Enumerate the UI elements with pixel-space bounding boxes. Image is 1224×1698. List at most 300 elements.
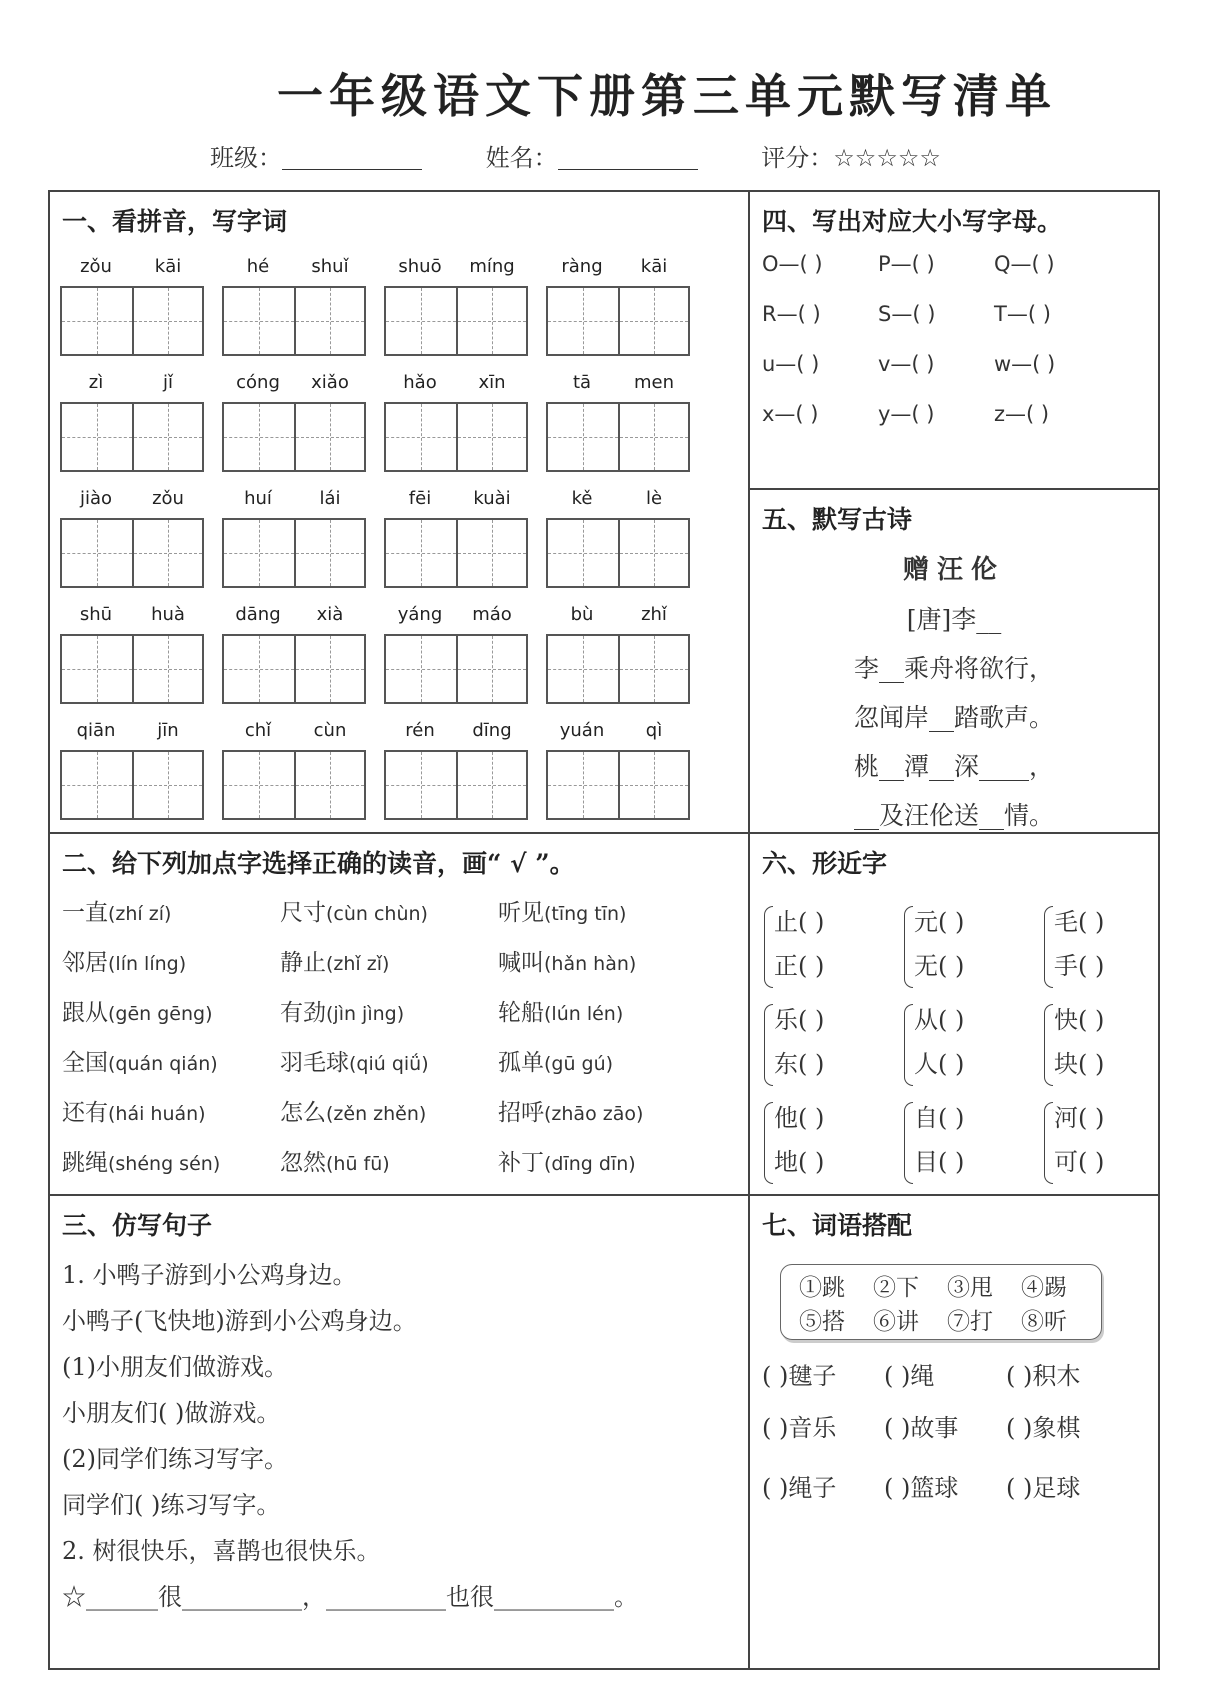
word: 孤单: [498, 1050, 544, 1076]
char-item[interactable]: 东( ): [774, 1050, 825, 1078]
char-pair: [1042, 1096, 1182, 1194]
poem-title: 赠汪伦: [902, 555, 1005, 585]
match-item[interactable]: ( )篮球: [884, 1474, 959, 1502]
letter-item[interactable]: S—( ): [878, 302, 936, 326]
bank-word: ⑦打: [947, 1309, 993, 1335]
writing-square[interactable]: [386, 520, 456, 586]
writing-square[interactable]: [386, 636, 456, 702]
writing-square[interactable]: [618, 752, 688, 818]
char-item[interactable]: 地( ): [774, 1148, 825, 1176]
pinyin-word-box: [546, 256, 690, 356]
pinyin-word-box: [222, 604, 366, 704]
pinyin-word-box: [384, 604, 528, 704]
tian-grid: [60, 634, 204, 704]
tian-grid: [546, 634, 690, 704]
pinyin-syllable: bù: [570, 604, 594, 625]
pinyin-word-box: [222, 372, 366, 472]
pronunciation-item[interactable]: [498, 894, 716, 944]
pinyin-row: [546, 372, 690, 402]
writing-square[interactable]: [456, 404, 526, 470]
word: 一直: [62, 900, 108, 926]
writing-square[interactable]: [618, 520, 688, 586]
writing-square[interactable]: [224, 752, 294, 818]
pinyin-options[interactable]: (jìn jìng): [326, 1003, 405, 1025]
char-item[interactable]: 块( ): [1054, 1050, 1105, 1078]
pronunciation-item[interactable]: [280, 1094, 498, 1144]
tian-grid: [60, 402, 204, 472]
pronunciation-item[interactable]: [280, 894, 498, 944]
sentence-line[interactable]: 小朋友们( )做游戏。: [62, 1399, 281, 1427]
letter-item[interactable]: R—( ): [762, 302, 821, 326]
char-pair: [762, 998, 902, 1096]
pinyin-syllable: xīn: [478, 372, 506, 393]
score-field: [761, 138, 941, 173]
word: 邻居: [62, 950, 108, 976]
pinyin-syllable: huà: [151, 604, 185, 625]
pinyin-row: [222, 720, 366, 750]
section-poem: [750, 490, 1158, 834]
section-pronunciation: [50, 834, 750, 1196]
match-item[interactable]: ( )积木: [1006, 1362, 1081, 1390]
match-item[interactable]: ( )毽子: [762, 1362, 837, 1390]
pronunciation-list: [62, 894, 716, 1194]
tian-grid: [546, 286, 690, 356]
word: 羽毛球: [280, 1050, 349, 1076]
tian-grid: [60, 286, 204, 356]
char-item[interactable]: 河( ): [1054, 1104, 1105, 1132]
char-pair: [762, 1096, 902, 1194]
class-blank[interactable]: [282, 147, 422, 170]
char-item[interactable]: 元( ): [914, 908, 965, 936]
pronunciation-item[interactable]: [62, 1094, 280, 1144]
pinyin-row: [60, 256, 204, 286]
pinyin-syllable: jiào: [79, 488, 113, 509]
pinyin-row: [60, 372, 204, 402]
pinyin-syllable: lè: [645, 488, 663, 509]
pinyin-syllable: zǒu: [152, 488, 184, 509]
char-pair: [1042, 998, 1182, 1096]
tian-grid: [384, 286, 528, 356]
pronunciation-row: [62, 1144, 716, 1194]
char-item[interactable]: 无( ): [914, 952, 965, 980]
pinyin-syllable: dīng: [472, 720, 512, 741]
pinyin-row: [222, 488, 366, 518]
pinyin-syllable: xià: [316, 604, 344, 625]
writing-square[interactable]: [132, 520, 202, 586]
pinyin-syllable: kuài: [473, 488, 511, 509]
match-item[interactable]: ( )绳: [884, 1362, 935, 1390]
char-item[interactable]: 快( ): [1054, 1006, 1105, 1034]
pronunciation-row: [62, 1044, 716, 1094]
letter-item[interactable]: w—( ): [994, 352, 1056, 376]
sentence-line: 小鸭子(飞快地)游到小公鸡身边。: [62, 1307, 417, 1335]
pinyin-word-box: [546, 488, 690, 588]
char-pair: [902, 1096, 1042, 1194]
score-stars: ☆☆☆☆☆: [833, 144, 941, 172]
writing-square[interactable]: [386, 288, 456, 354]
pinyin-syllable: zì: [88, 372, 104, 393]
pinyin-row: [60, 488, 204, 518]
char-pair: [902, 998, 1042, 1096]
writing-square[interactable]: [224, 288, 294, 354]
pronunciation-item[interactable]: [62, 894, 280, 944]
letter-item[interactable]: T—( ): [994, 302, 1051, 326]
pronunciation-item[interactable]: [280, 944, 498, 994]
pinyin-syllable: ràng: [561, 256, 603, 277]
pinyin-syllable: yáng: [397, 604, 443, 625]
pronunciation-item[interactable]: [498, 1094, 716, 1144]
letter-item[interactable]: z—( ): [994, 402, 1050, 426]
sentence-line[interactable]: ☆______很__________，__________也很__________。: [62, 1583, 638, 1611]
writing-square[interactable]: [386, 752, 456, 818]
bank-word: ⑤搭: [799, 1309, 845, 1335]
pronunciation-item[interactable]: [498, 994, 716, 1044]
letters-list: [762, 252, 1110, 452]
similar-chars-list: [762, 900, 1182, 1194]
bank-word: ⑥讲: [873, 1309, 919, 1335]
pronunciation-item[interactable]: [280, 1044, 498, 1094]
pinyin-row: [384, 372, 528, 402]
writing-square[interactable]: [62, 752, 132, 818]
writing-square[interactable]: [294, 520, 364, 586]
name-label: 姓名：: [485, 144, 558, 172]
pinyin-options[interactable]: (gū gú): [544, 1053, 614, 1075]
tian-grid: [546, 750, 690, 820]
pinyin-syllable: kāi: [640, 256, 668, 277]
letter-item[interactable]: Q—( ): [994, 252, 1055, 276]
word: 补丁: [498, 1150, 544, 1176]
pinyin-syllable: tā: [572, 372, 592, 393]
class-label: 班级：: [210, 144, 282, 172]
match-list: [762, 1356, 1128, 1520]
bank-word: ⑧听: [1021, 1309, 1067, 1335]
match-item[interactable]: ( )绳子: [762, 1474, 837, 1502]
pronunciation-item[interactable]: [498, 944, 716, 994]
word-bank: [780, 1264, 1102, 1340]
char-pair: [902, 900, 1042, 998]
pinyin-options[interactable]: (hái huán): [108, 1103, 206, 1125]
writing-square[interactable]: [456, 636, 526, 702]
pinyin-options[interactable]: (zhāo zāo): [544, 1103, 644, 1125]
tian-grid: [222, 518, 366, 588]
worksheet-frame: [48, 190, 1160, 1670]
char-item[interactable]: 毛( ): [1054, 908, 1105, 936]
pinyin-syllable: míng: [469, 256, 515, 277]
pinyin-syllable: shū: [79, 604, 113, 625]
char-item[interactable]: 目( ): [914, 1148, 965, 1176]
pinyin-row: [384, 720, 528, 750]
tian-grid: [222, 634, 366, 704]
pinyin-syllable: kě: [571, 488, 593, 509]
sentence-line[interactable]: 同学们( )练习写字。: [62, 1491, 281, 1519]
pinyin-syllable: yuán: [559, 720, 605, 741]
similar-chars-group: [762, 1096, 1182, 1194]
pronunciation-row: [62, 1094, 716, 1144]
char-item[interactable]: 止( ): [774, 908, 825, 936]
pinyin-syllable: dāng: [235, 604, 281, 625]
poem-line: 李__乘舟将欲行，: [853, 654, 1054, 683]
pinyin-word-box: [60, 720, 204, 820]
writing-square[interactable]: [294, 288, 364, 354]
word: 忽然: [280, 1150, 326, 1176]
pinyin-row: [546, 604, 690, 634]
pinyin-row: [222, 604, 366, 634]
section-title: 二、给下列加点字选择正确的读音，画“ √ ”。: [62, 849, 575, 878]
char-item[interactable]: 乐( ): [774, 1006, 825, 1034]
pinyin-syllable: xiǎo: [311, 372, 349, 393]
pinyin-options[interactable]: (cùn chùn): [326, 903, 428, 925]
bank-word: ③甩: [947, 1275, 993, 1301]
char-item[interactable]: 从( ): [914, 1006, 965, 1034]
letter-row: [762, 252, 1110, 302]
pinyin-word-box: [546, 720, 690, 820]
letter-item[interactable]: P—( ): [878, 252, 935, 276]
char-item[interactable]: 正( ): [774, 952, 825, 980]
char-item[interactable]: 手( ): [1054, 952, 1105, 980]
word: 听见: [498, 900, 544, 926]
pinyin-word-box: [60, 488, 204, 588]
word: 静止: [280, 950, 326, 976]
pinyin-options[interactable]: (zěn zhěn): [326, 1103, 427, 1125]
section-pinyin-writing: [50, 192, 750, 834]
pinyin-syllable: hé: [246, 256, 270, 277]
score-label: 评分：: [761, 144, 834, 172]
pinyin-row: [546, 256, 690, 286]
writing-square[interactable]: [548, 404, 618, 470]
sentence-line: 2. 树很快乐，喜鹊也很快乐。: [62, 1537, 381, 1565]
writing-square[interactable]: [132, 404, 202, 470]
poem-line: 桃__潭__深____，: [853, 752, 1054, 781]
letter-item[interactable]: x—( ): [762, 402, 819, 426]
section-title: 五、默写古诗: [762, 505, 913, 534]
pinyin-syllable: rén: [405, 720, 435, 741]
writing-square[interactable]: [62, 404, 132, 470]
pronunciation-item[interactable]: [62, 994, 280, 1044]
section-letters: [750, 192, 1158, 490]
pinyin-options[interactable]: (tīng tīn): [544, 903, 627, 925]
pinyin-row: [384, 604, 528, 634]
writing-square[interactable]: [224, 636, 294, 702]
pinyin-word-box: [384, 372, 528, 472]
writing-square[interactable]: [386, 404, 456, 470]
page-title: 一年级语文下册第三单元默写清单: [277, 69, 1057, 123]
match-item[interactable]: ( )足球: [1006, 1474, 1081, 1502]
pinyin-options[interactable]: (hū fū): [326, 1153, 390, 1175]
pinyin-options[interactable]: (dīng dīn): [544, 1153, 636, 1175]
sentence-list: [62, 1252, 638, 1620]
pronunciation-item[interactable]: [62, 944, 280, 994]
writing-square[interactable]: [548, 636, 618, 702]
pinyin-options[interactable]: (lún lén): [544, 1003, 624, 1025]
pronunciation-row: [62, 894, 716, 944]
tian-grid: [546, 402, 690, 472]
pinyin-syllable: hǎo: [403, 372, 437, 393]
word: 轮船: [498, 1000, 544, 1026]
pinyin-syllable: fēi: [408, 488, 432, 509]
pinyin-options[interactable]: (lín líng): [108, 953, 187, 975]
writing-square[interactable]: [294, 752, 364, 818]
writing-square[interactable]: [548, 520, 618, 586]
section-title: 四、写出对应大小写字母。: [762, 207, 1063, 236]
writing-square[interactable]: [132, 636, 202, 702]
pinyin-syllable: cùn: [313, 720, 347, 741]
pinyin-syllable: jīn: [157, 720, 179, 741]
sentence-line: (2)同学们练习写字。: [62, 1445, 288, 1473]
match-item[interactable]: ( )故事: [884, 1414, 959, 1442]
word: 尺寸: [280, 900, 326, 926]
section-similar-chars: [750, 834, 1158, 1196]
writing-square[interactable]: [294, 404, 364, 470]
letter-item[interactable]: O—( ): [762, 252, 823, 276]
letter-row: [762, 302, 1110, 352]
writing-square[interactable]: [62, 520, 132, 586]
poem-author: [唐]李__: [906, 605, 1002, 634]
tian-grid: [384, 634, 528, 704]
pronunciation-item[interactable]: [62, 1044, 280, 1094]
pinyin-syllable: qì: [645, 720, 663, 741]
pinyin-word-box: [60, 256, 204, 356]
word: 跳绳: [62, 1150, 108, 1176]
tian-grid: [222, 402, 366, 472]
char-item[interactable]: 可( ): [1054, 1148, 1105, 1176]
pinyin-syllable: shuǐ: [311, 256, 349, 277]
writing-square[interactable]: [62, 636, 132, 702]
word: 喊叫: [498, 950, 544, 976]
pinyin-syllable: qiān: [76, 720, 116, 741]
pinyin-row: [60, 604, 204, 634]
word: 还有: [62, 1100, 108, 1126]
pinyin-options[interactable]: (zhí zí): [108, 903, 172, 925]
pinyin-syllable: jǐ: [162, 372, 173, 393]
pronunciation-item[interactable]: [62, 1144, 280, 1194]
pinyin-options[interactable]: (qiú qiǘ): [349, 1053, 429, 1075]
tian-grid: [222, 286, 366, 356]
writing-square[interactable]: [224, 404, 294, 470]
pinyin-word-box: [222, 720, 366, 820]
poem-line: __及汪伦送__情。: [853, 801, 1054, 830]
section-title: 三、仿写句子: [62, 1211, 213, 1240]
pinyin-syllable: men: [633, 372, 675, 393]
poem-line: 忽闻岸__踏歌声。: [853, 703, 1054, 732]
writing-square[interactable]: [456, 752, 526, 818]
letter-row: [762, 402, 1110, 452]
similar-chars-group: [762, 998, 1182, 1096]
pinyin-options[interactable]: (hǎn hàn): [544, 953, 637, 975]
pinyin-options[interactable]: (quán qián): [108, 1053, 218, 1075]
writing-square[interactable]: [548, 288, 618, 354]
pronunciation-row: [62, 994, 716, 1044]
name-field: [486, 138, 698, 173]
pinyin-syllable: zhǐ: [641, 604, 667, 625]
class-field: [210, 138, 422, 173]
pinyin-syllable: chǐ: [244, 720, 272, 741]
pinyin-options[interactable]: (gēn gēng): [108, 1003, 213, 1025]
pinyin-syllable: zǒu: [80, 256, 112, 277]
writing-square[interactable]: [62, 288, 132, 354]
pronunciation-item[interactable]: [280, 1144, 498, 1194]
word: 全国: [62, 1050, 108, 1076]
pinyin-syllable: shuō: [398, 256, 442, 277]
pronunciation-item[interactable]: [498, 1044, 716, 1094]
writing-square[interactable]: [456, 520, 526, 586]
sentence-line: 1. 小鸭子游到小公鸡身边。: [62, 1261, 357, 1289]
pinyin-options[interactable]: (shéng sén): [108, 1153, 221, 1175]
letter-item[interactable]: y—( ): [878, 402, 935, 426]
pinyin-word-box: [384, 720, 528, 820]
pinyin-syllable: lái: [319, 488, 341, 509]
writing-square[interactable]: [224, 520, 294, 586]
pinyin-row: [60, 720, 204, 750]
pinyin-row: [546, 488, 690, 518]
writing-square[interactable]: [618, 636, 688, 702]
char-item[interactable]: 人( ): [914, 1050, 965, 1078]
section-title: 六、形近字: [762, 849, 888, 878]
bank-word: ④踢: [1021, 1275, 1067, 1301]
char-pair: [1042, 900, 1182, 998]
match-item[interactable]: ( )音乐: [762, 1414, 837, 1442]
tian-grid: [60, 750, 204, 820]
poem: [750, 546, 1158, 840]
word: 跟从: [62, 1000, 108, 1026]
writing-square[interactable]: [548, 752, 618, 818]
word: 有劲: [280, 1000, 326, 1026]
tian-grid: [384, 750, 528, 820]
pinyin-syllable: máo: [472, 604, 512, 625]
pinyin-row: [222, 372, 366, 402]
word: 怎么: [280, 1100, 326, 1126]
writing-square[interactable]: [618, 404, 688, 470]
pinyin-word-box: [546, 604, 690, 704]
char-item[interactable]: 他( ): [774, 1104, 825, 1132]
pinyin-row: [384, 488, 528, 518]
similar-chars-group: [762, 900, 1182, 998]
bank-word: ①跳: [799, 1275, 845, 1301]
name-blank[interactable]: [558, 147, 698, 170]
tian-grid: [222, 750, 366, 820]
pinyin-row: [384, 256, 528, 286]
tian-grid: [546, 518, 690, 588]
section-word-matching: [750, 1196, 1158, 1668]
writing-square[interactable]: [618, 288, 688, 354]
section-sentences: [50, 1196, 750, 1668]
pinyin-word-box: [546, 372, 690, 472]
letter-item[interactable]: v—( ): [878, 352, 935, 376]
match-item[interactable]: ( )象棋: [1006, 1414, 1081, 1442]
section-title: 七、词语搭配: [762, 1211, 913, 1240]
pinyin-word-box: [384, 488, 528, 588]
writing-square[interactable]: [132, 752, 202, 818]
pinyin-word-box: [222, 488, 366, 588]
student-info-line: [210, 138, 997, 173]
pinyin-row: [546, 720, 690, 750]
pinyin-word-box: [384, 256, 528, 356]
pronunciation-item[interactable]: [280, 994, 498, 1044]
pinyin-options[interactable]: (zhǐ zǐ): [326, 953, 390, 975]
bank-word: ②下: [873, 1275, 919, 1301]
pinyin-row: [222, 256, 366, 286]
pinyin-syllable: cóng: [236, 372, 280, 393]
pronunciation-row: [62, 944, 716, 994]
writing-square[interactable]: [132, 288, 202, 354]
letter-item[interactable]: u—( ): [762, 352, 820, 376]
writing-square[interactable]: [456, 288, 526, 354]
sentence-line: (1)小朋友们做游戏。: [62, 1353, 288, 1381]
pronunciation-item[interactable]: [498, 1144, 716, 1194]
writing-square[interactable]: [294, 636, 364, 702]
tian-grid: [384, 518, 528, 588]
pinyin-syllable: kāi: [154, 256, 182, 277]
char-item[interactable]: 自( ): [914, 1104, 965, 1132]
